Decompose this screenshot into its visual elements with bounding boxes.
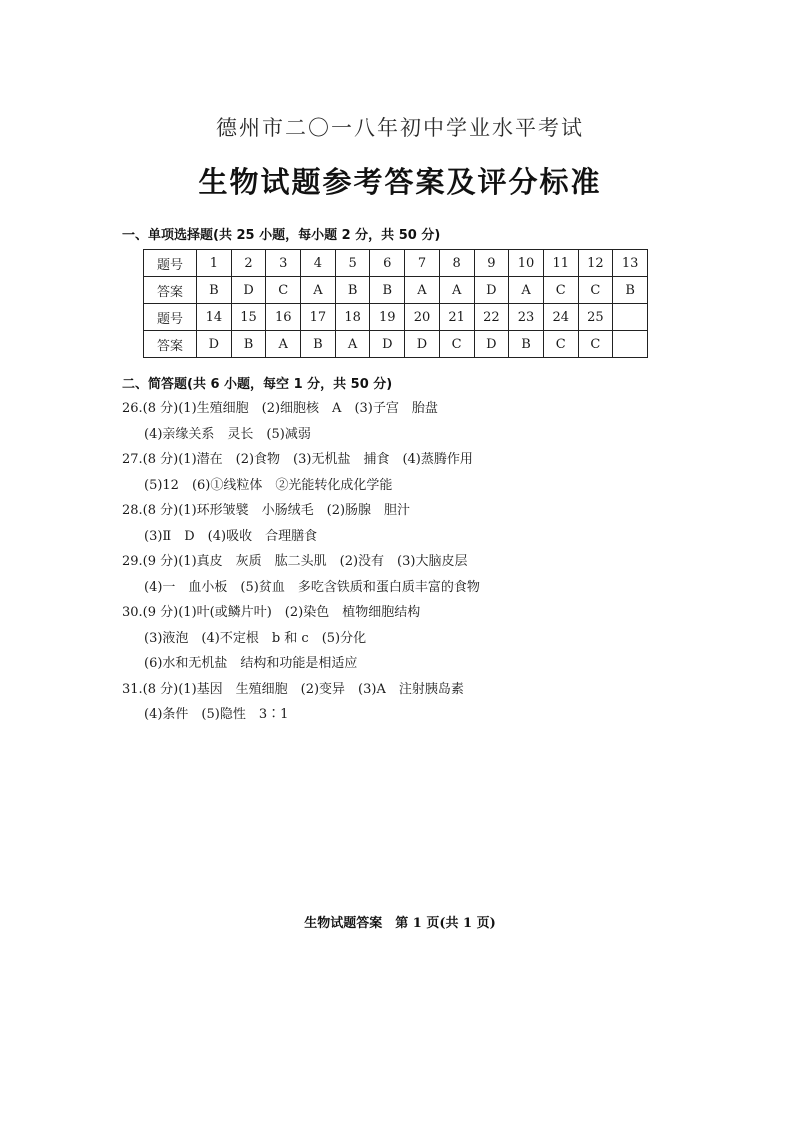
section-1-heading: 一、单项选择题(共 25 小题，每小题 2 分，共 50 分): [122, 228, 441, 243]
answer-cell: 19: [370, 304, 405, 331]
answer-cell: [613, 331, 648, 358]
section-2-heading: 二、简答题(共 6 小题，每空 1 分，共 50 分): [122, 377, 393, 392]
question-answer-continuation: (4)一 血小板 (5)贫血 多吃含铁质和蛋白质丰富的食物: [144, 579, 480, 595]
answer-cell: B: [613, 277, 648, 304]
answer-cell: 25: [578, 304, 613, 331]
multiple-choice-answer-table: [143, 249, 648, 358]
question-answer-continuation: (3)液泡 (4)不定根 b 和 c (5)分化: [144, 630, 367, 646]
exam-subtitle: 德州市二〇一八年初中学业水平考试: [216, 116, 584, 140]
question-answer-continuation: (4)亲缘关系 灵长 (5)减弱: [144, 426, 311, 442]
answer-cell: B: [301, 331, 336, 358]
question-answer-continuation: (6)水和无机盐 结构和功能是相适应: [144, 656, 358, 671]
answer-cell: D: [370, 331, 405, 358]
answer-cell: D: [197, 331, 232, 358]
answer-table-row: [144, 250, 648, 277]
answer-cell: A: [405, 277, 440, 304]
answer-cell: A: [335, 331, 370, 358]
answer-cell: A: [266, 331, 301, 358]
answer-cell: 1: [197, 250, 232, 277]
answer-cell: C: [578, 331, 613, 358]
answer-cell: C: [266, 277, 301, 304]
answer-cell: 11: [543, 250, 578, 277]
question-answer-line: 29.(9 分)(1)真皮 灰质 肱二头肌 (2)没有 (3)大脑皮层: [122, 554, 468, 569]
answer-cell: [613, 304, 648, 331]
answer-cell: B: [197, 277, 232, 304]
answer-cell: 17: [301, 304, 336, 331]
answer-cell: 24: [543, 304, 578, 331]
question-answer-continuation: (5)12 (6)①线粒体 ②光能转化成化学能: [144, 477, 393, 493]
row-label-cell: 题号: [144, 250, 197, 277]
answer-cell: 14: [197, 304, 232, 331]
answer-cell: 20: [405, 304, 440, 331]
answer-cell: A: [439, 277, 474, 304]
answer-cell: 4: [301, 250, 336, 277]
answer-cell: 6: [370, 250, 405, 277]
answer-cell: 16: [266, 304, 301, 331]
answer-cell: B: [370, 277, 405, 304]
answer-table-row: [144, 304, 648, 331]
answer-cell: 23: [509, 304, 544, 331]
answer-cell: C: [578, 277, 613, 304]
question-answer-line: 26.(8 分)(1)生殖细胞 (2)细胞核 A (3)子宫 胎盘: [122, 401, 438, 416]
answer-cell: 3: [266, 250, 301, 277]
answer-cell: 12: [578, 250, 613, 277]
answer-table-row: [144, 277, 648, 304]
answer-cell: A: [301, 277, 336, 304]
question-answer-line: 31.(8 分)(1)基因 生殖细胞 (2)变异 (3)A 注射胰岛素: [122, 681, 464, 697]
answer-cell: 5: [335, 250, 370, 277]
answer-cell: C: [543, 331, 578, 358]
document-title: 生物试题参考答案及评分标准: [198, 165, 602, 199]
row-label-cell: 答案: [144, 277, 197, 304]
answer-cell: D: [231, 277, 266, 304]
answer-cell: A: [509, 277, 544, 304]
answer-cell: 18: [335, 304, 370, 331]
answer-cell: 13: [613, 250, 648, 277]
answer-cell: 7: [405, 250, 440, 277]
answer-cell: 22: [474, 304, 509, 331]
answer-cell: 2: [231, 250, 266, 277]
answer-cell: 8: [439, 250, 474, 277]
answer-cell: 9: [474, 250, 509, 277]
short-answer-list: [122, 396, 742, 728]
question-answer-line: 28.(8 分)(1)环形皱襞 小肠绒毛 (2)肠腺 胆汁: [122, 503, 411, 518]
answer-cell: B: [231, 331, 266, 358]
question-answer-continuation: (3)Ⅱ D (4)吸收 合理膳食: [144, 528, 318, 544]
answer-cell: 21: [439, 304, 474, 331]
answer-cell: C: [543, 277, 578, 304]
answer-cell: C: [439, 331, 474, 358]
question-answer-line: 30.(9 分)(1)叶(或鳞片叶) (2)染色 植物细胞结构: [122, 605, 421, 620]
row-label-cell: 题号: [144, 304, 197, 331]
answer-cell: 15: [231, 304, 266, 331]
answer-cell: 10: [509, 250, 544, 277]
answer-cell: B: [509, 331, 544, 358]
answer-cell: D: [474, 331, 509, 358]
row-label-cell: 答案: [144, 331, 197, 358]
question-answer-continuation: (4)条件 (5)隐性 3∶1: [144, 707, 289, 722]
answer-cell: D: [474, 277, 509, 304]
page-footer: 生物试题答案 第 1 页(共 1 页): [304, 916, 496, 931]
answer-cell: B: [335, 277, 370, 304]
answer-cell: D: [405, 331, 440, 358]
answer-table-row: [144, 331, 648, 358]
question-answer-line: 27.(8 分)(1)潜在 (2)食物 (3)无机盐 捕食 (4)蒸腾作用: [122, 452, 473, 467]
